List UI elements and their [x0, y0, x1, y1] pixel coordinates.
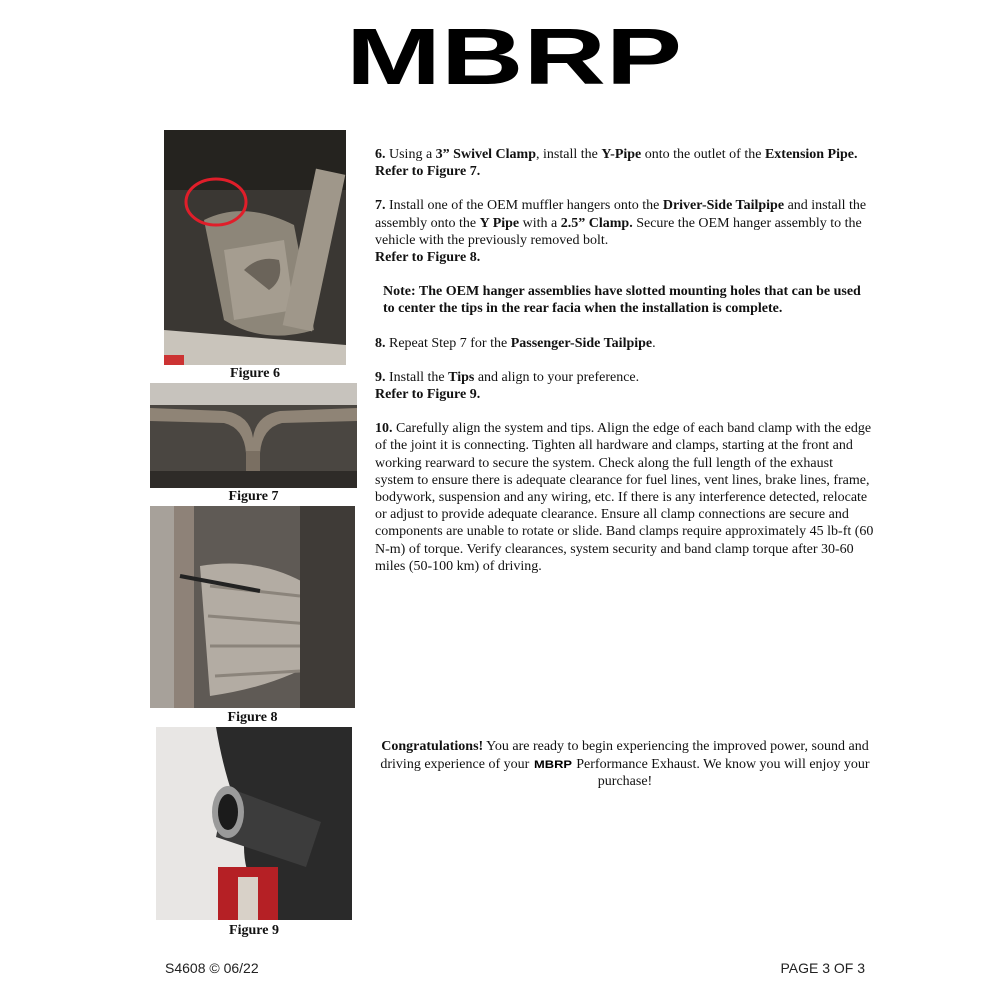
step-10-text: Carefully align the system and tips. Align the edge of each band clamp with the edge of the joint it is connecting. Tighten all hardware and clamps, starting at the front and working rearward to secure the system. Check along the full length of the exhaust system to ensure there is adequate clearance for fuel lines, vent lines, brake lines, frame, bodywork, suspension and any wiring, etc. If there is any interference detected, relocate or adjust to provide adequate clearance. Ensure all clamp connections are secure and components are unable to rotate or slide. Band clamps require approximately 45 lb-ft (60 N-m) of torque. Verify clearances, system security and band clamp torque after 30-60 miles (50-100 km) of driving. [375, 421, 874, 574]
footer-page-number: PAGE 3 OF 3 [780, 960, 865, 976]
congrats-bold: Congratulations! [381, 739, 484, 754]
figure-9-photo [156, 727, 352, 920]
step-7-text-1: Install one of the OEM muffler hangers onto the [385, 198, 663, 214]
congratulations-message [372, 738, 878, 791]
step-6-text-2: , install the [536, 147, 602, 162]
step-10 [375, 420, 875, 575]
figure-7-photo [150, 383, 357, 488]
figure-9-caption: Figure 9 [229, 923, 279, 938]
figure-6-photo [164, 130, 346, 365]
step-6-text-3: onto the outlet of the [641, 147, 765, 162]
congrats-text-1: You are ready to begin experiencing the improved power, sound and driving experience of your [380, 739, 869, 772]
step-7-bold-2: Y Pipe [479, 215, 520, 231]
instructions [375, 146, 875, 575]
step-8-number: 8. [375, 335, 386, 351]
step-7-reference: Refer to Figure 8. [375, 250, 481, 266]
inline-logo-text: MBRP [533, 759, 572, 770]
figure-8-photo [150, 506, 355, 708]
figure-8-caption: Figure 8 [227, 710, 278, 725]
step-7-bold-3: 2.5” Clamp. [560, 215, 633, 231]
step-6-bold-3: Extension Pipe. [764, 147, 858, 162]
step-8-text-1: Repeat Step 7 for the [385, 335, 511, 351]
mbrp-logo [343, 22, 685, 90]
mbrp-logo-graphic [343, 22, 685, 90]
figure-6-caption: Figure 6 [230, 366, 280, 381]
step-6-bold-2: Y-Pipe [601, 147, 642, 162]
inline-mbrp-logo [533, 759, 573, 769]
step-9 [375, 369, 875, 403]
step-8-text-2: . [652, 335, 656, 351]
step-7-text-4: Secure the OEM hanger assembly to the vehicle with the previously removed bolt. [375, 215, 862, 248]
step-7-bold-1: Driver-Side Tailpipe [662, 198, 785, 214]
note: Note: The OEM hanger assemblies have slotted mounting holes that can be used to center the tips in the rear facia when the installation is complete. [383, 284, 861, 317]
step-9-text-2: and align to your preference. [474, 369, 640, 385]
step-6 [375, 146, 875, 180]
step-6-number: 6. [375, 147, 386, 162]
step-9-number: 9. [375, 369, 386, 385]
step-7-text-3: with a [519, 215, 561, 231]
step-6-reference: Refer to Figure 7. [375, 164, 481, 180]
step-10-number: 10. [375, 421, 393, 437]
step-9-bold-1: Tips [448, 369, 475, 385]
footer-doc-id: S4608 © 06/22 [165, 960, 259, 976]
congrats-text-2: Performance Exhaust. We know you will enjoy your purchase! [572, 756, 870, 789]
step-8-bold-1: Passenger-Side Tailpipe [510, 335, 653, 351]
figure-7-caption: Figure 7 [228, 489, 279, 504]
step-6-text-1: Using a [385, 147, 436, 162]
step-8 [375, 335, 875, 352]
step-7-text-2: and install the assembly onto the [375, 198, 867, 231]
step-9-text-1: Install the [385, 369, 449, 385]
step-9-reference: Refer to Figure 9. [375, 387, 481, 403]
step-7-number: 7. [375, 198, 386, 214]
logo-text: MBRP [346, 22, 682, 90]
step-6-bold-1: 3” Swivel Clamp [435, 147, 537, 162]
step-7 [375, 197, 875, 266]
